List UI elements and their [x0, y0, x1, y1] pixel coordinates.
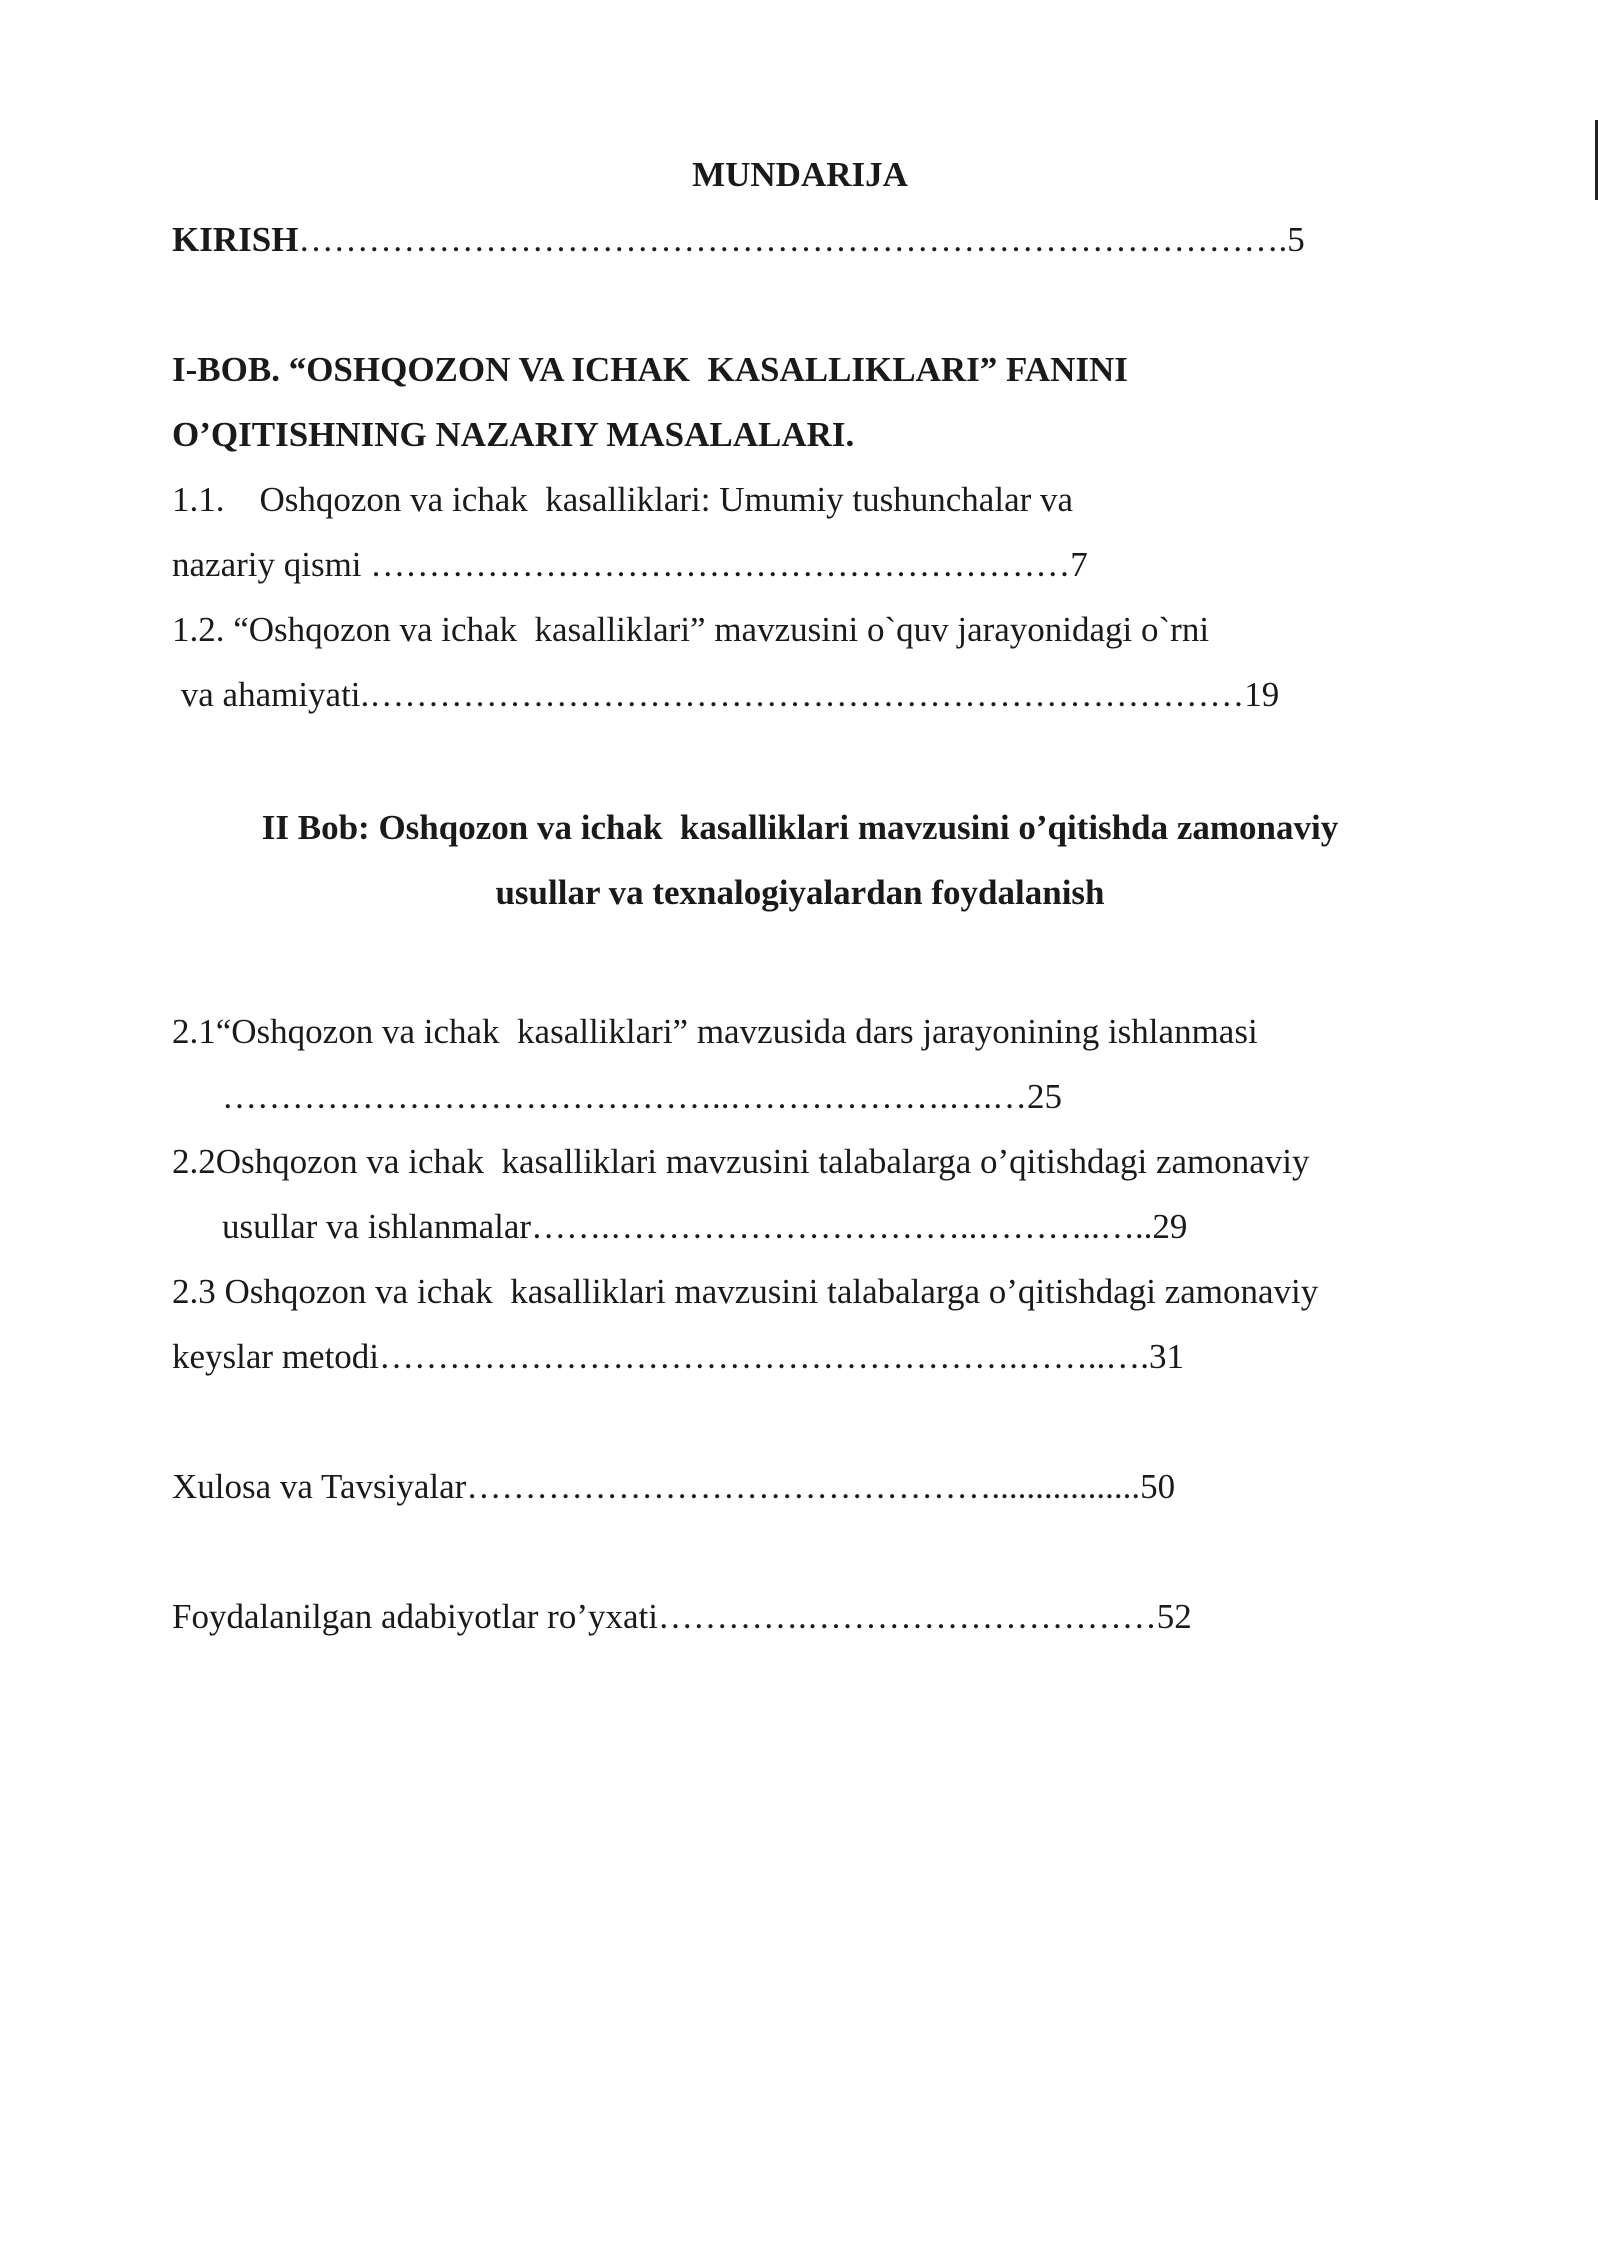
- chapter-1-heading-line-2: O’QITISHNING NAZARIY MASALALARI.: [172, 415, 855, 454]
- toc-entry-2-1-line-1: 2.1“Oshqozon va ichak kasalliklari” mavzusida dars jarayonining ishlanmasi: [172, 1012, 1258, 1051]
- toc-entry-2-2-line-1: 2.2Oshqozon va ichak kasalliklari mavzusini talabalarga o’qitishdagi zamonaviy: [172, 1142, 1310, 1181]
- toc-entry-1-1-line-1: 1.1. Oshqozon va ichak kasalliklari: Umumiy tushunchalar va: [172, 480, 1074, 519]
- toc-entry-2-3-line-1: 2.3 Oshqozon va ichak kasalliklari mavzusini talabalarga o’qitishdagi zamonaviy: [172, 1272, 1319, 1311]
- toc-entry-page: 5: [1287, 220, 1305, 259]
- toc-entry-1-2-line-2: va ahamiyati.…………………………………………………………………19: [172, 675, 1280, 714]
- toc-entry-2-1-line-2: ……………………………………..……………….….…25: [222, 1077, 1062, 1116]
- toc-entry-conclusion: Xulosa va Tavsiyalar……………………………………….................50: [172, 1467, 1176, 1506]
- toc-entry-1-2-line-1: 1.2. “Oshqozon va ichak kasalliklari” mavzusini o`quv jarayonidagi o`rni: [172, 610, 1210, 649]
- toc-entry-label: KIRISH: [172, 220, 299, 259]
- chapter-2-heading-line-2: usullar va texnalogiyalardan foydalanish: [495, 873, 1105, 912]
- toc-title: MUNDARIJA: [692, 155, 908, 194]
- toc-entry-2-3-line-2: keyslar metodi……………………………………………….……..….31: [172, 1337, 1185, 1376]
- chapter-1-heading-line-1: I-BOB. “OSHQOZON VA ICHAK KASALLIKLARI” FANINI: [172, 350, 1128, 389]
- toc-entry-intro: [172, 218, 1305, 262]
- chapter-2-heading-line-1: II Bob: Oshqozon va ichak kasalliklari mavzusini o’qitishda zamonaviy: [261, 808, 1339, 847]
- toc-entry-references: Foydalanilgan adabiyotlar ro’yxati………….…………………………52: [172, 1597, 1192, 1636]
- toc-entry-leader: ………………………………………………………………………….: [298, 220, 1288, 259]
- toc-entry-1-1-line-2: nazariy qismi ……………………………………………………7: [172, 545, 1088, 584]
- toc-entry-2-2-line-2: usullar va ishlanmalar…….…………………………..………..…..29: [222, 1207, 1188, 1246]
